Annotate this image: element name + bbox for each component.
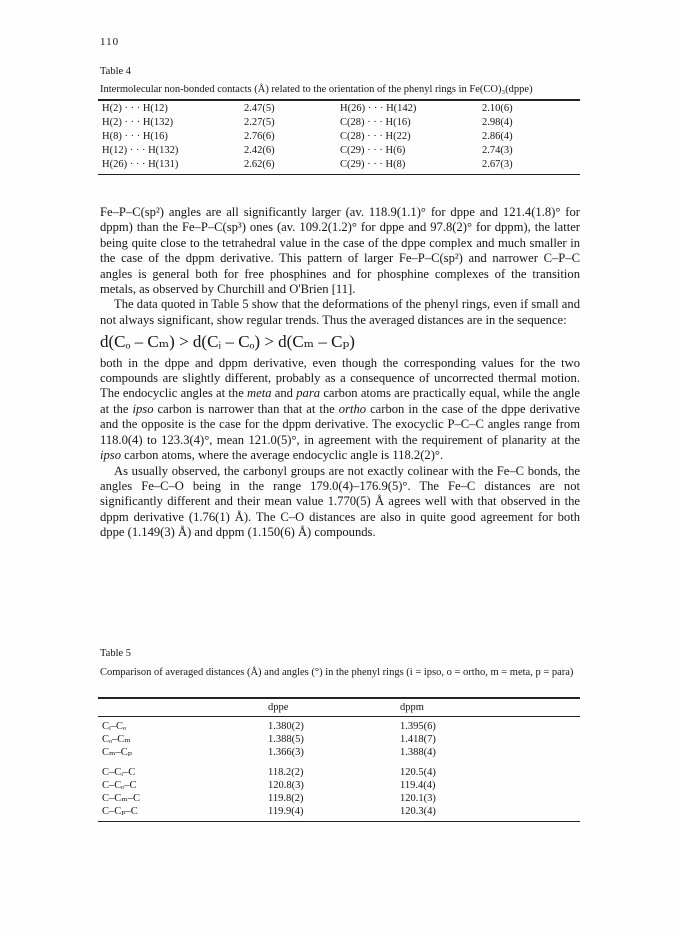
text-run: carbon in the case of the dppe derivative and the opposite is the case for the dppm derivative. The exocyclic P–C–C angles range from 118.0(4) to 123.3(4)°, mean 121.0(5)°, in agreement with the requirement of planarity at the: [100, 401, 580, 447]
dppm-value: 120.5(4): [400, 767, 436, 778]
contact-distance: 2.86(4): [482, 131, 513, 142]
contact-distance: 2.67(3): [482, 159, 513, 170]
table5-top-rule: [98, 697, 580, 699]
table5-caption: Comparison of averaged distances (Å) and angles (°) in the phenyl rings (i = ipso, o = ortho, m = meta, p = para): [100, 667, 574, 678]
italic-term: ortho: [338, 401, 367, 416]
contact-distance: 2.62(6): [244, 159, 275, 170]
contact-pair: H(8) · · · H(16): [102, 131, 168, 142]
row-label: C–Cₘ–C: [102, 793, 140, 804]
column-header-dppm: dppm: [400, 702, 424, 713]
dppm-value: 119.4(4): [400, 780, 436, 791]
italic-term: para: [296, 386, 321, 401]
italic-term: meta: [247, 386, 272, 401]
paragraph-1: Fe–P–C(sp²) angles are all significantly larger (av. 118.9(1.1)° for dppe and 121.4(1.8)° for dppm) than the Fe–P–C(sp³) ones (av. 109.2(1.2)° for dppe and 97.8(2)° for dppm), the latter being quite close to the tetrahedral value in the case of the dppe complex and much smaller in the case of the dppm derivative. This pattern of larger Fe–P–C(sp²) and narrower C–P–C angles is general both for free phosphines and for phosphine complexes of the transition metals, as observed by Churchill and O'Brien [11].: [100, 205, 580, 297]
contact-pair: C(28) · · · H(16): [340, 117, 411, 128]
table4-caption: Intermolecular non-bonded contacts (Å) related to the orientation of the phenyl rings in Fe(CO)₃(dppe): [100, 84, 533, 95]
contact-distance: 2.10(6): [482, 103, 513, 114]
text-run: carbon atoms, where the average endocyclic angle is 118.2(2)°.: [124, 448, 444, 463]
contact-pair: H(2) · · · H(12): [102, 103, 168, 114]
table5-header-rule: [98, 716, 580, 717]
table4-label: Table 4: [100, 66, 132, 77]
dppe-value: 119.8(2): [268, 793, 304, 804]
contact-distance: 2.98(4): [482, 117, 513, 128]
contact-distance: 2.42(6): [244, 145, 275, 156]
contact-pair: H(26) · · · H(131): [102, 159, 179, 170]
row-label: Cₒ–Cₘ: [102, 734, 131, 745]
row-label: C–Cₚ–C: [102, 806, 138, 817]
contact-pair: H(2) · · · H(132): [102, 117, 174, 128]
contact-pair: C(29) · · · H(6): [340, 145, 406, 156]
dppm-value: 1.418(7): [400, 734, 436, 745]
page-number: 110: [100, 36, 120, 48]
dppm-value: 1.395(6): [400, 721, 436, 732]
dppm-value: 120.1(3): [400, 793, 436, 804]
row-label: C–Cₒ–C: [102, 780, 137, 791]
dppe-value: 118.2(2): [268, 767, 304, 778]
table5-bottom-rule: [98, 821, 580, 822]
dppe-value: 119.9(4): [268, 806, 304, 817]
text-run: and: [274, 386, 293, 401]
distance-inequality-formula: d(Cₒ – Cₘ) > d(Cᵢ – Cₒ) > d(Cₘ – Cₚ): [100, 332, 355, 352]
dppe-value: 1.380(2): [268, 721, 304, 732]
dppm-value: 120.3(4): [400, 806, 436, 817]
text-run: both in the dppe and dppm derivative, even though the corresponding values for the two compounds are slightly different, probably as a consequence of uncorrected thermal motion. The endocyclic angles at the: [100, 355, 580, 401]
row-label: Cₘ–Cₚ: [102, 747, 132, 758]
contact-pair: H(26) · · · H(142): [340, 103, 417, 114]
dppe-value: 1.388(5): [268, 734, 304, 745]
row-label: C–Cᵢ–C: [102, 767, 136, 778]
table5-label: Table 5: [100, 648, 132, 659]
dppe-value: 120.8(3): [268, 780, 304, 791]
contact-pair: H(12) · · · H(132): [102, 145, 179, 156]
table4-top-rule: [98, 99, 580, 101]
text-run: carbon is narrower than that at the: [157, 401, 335, 416]
paragraph-4: As usually observed, the carbonyl groups are not exactly colinear with the Fe–C bonds, the angles Fe–C–O being in the range 179.0(4)–176.9(5)°. The Fe–C distances are not significantly different and their mean value 1.770(5) Å agrees well with that observed in the dppm derivative (1.76(1) Å). The C–O distances are also in quite good agreement for both dppe (1.149(3) Å) and dppm (1.150(6) Å) compounds.: [100, 463, 580, 540]
contact-distance: 2.47(5): [244, 103, 275, 114]
body-text: [100, 205, 580, 541]
paragraph-3: [100, 356, 580, 464]
contact-distance: 2.76(6): [244, 131, 275, 142]
italic-term: ipso: [132, 401, 154, 416]
contact-distance: 2.74(3): [482, 145, 513, 156]
text-run: carbon atoms are practically equal, while the angle at the: [100, 386, 580, 416]
column-header-dppe: dppe: [268, 702, 289, 713]
row-label: Cᵢ–Cₒ: [102, 721, 126, 732]
contact-pair: C(29) · · · H(8): [340, 159, 406, 170]
italic-term: ipso: [100, 448, 121, 463]
contact-pair: C(28) · · · H(22): [340, 131, 411, 142]
table4-bottom-rule: [98, 174, 580, 175]
dppe-value: 1.366(3): [268, 747, 304, 758]
dppm-value: 1.388(4): [400, 747, 436, 758]
contact-distance: 2.27(5): [244, 117, 275, 128]
paragraph-2: The data quoted in Table 5 show that the deformations of the phenyl rings, even if small and not always significant, show regular trends. Thus the averaged distances are in the sequence:: [100, 297, 580, 327]
